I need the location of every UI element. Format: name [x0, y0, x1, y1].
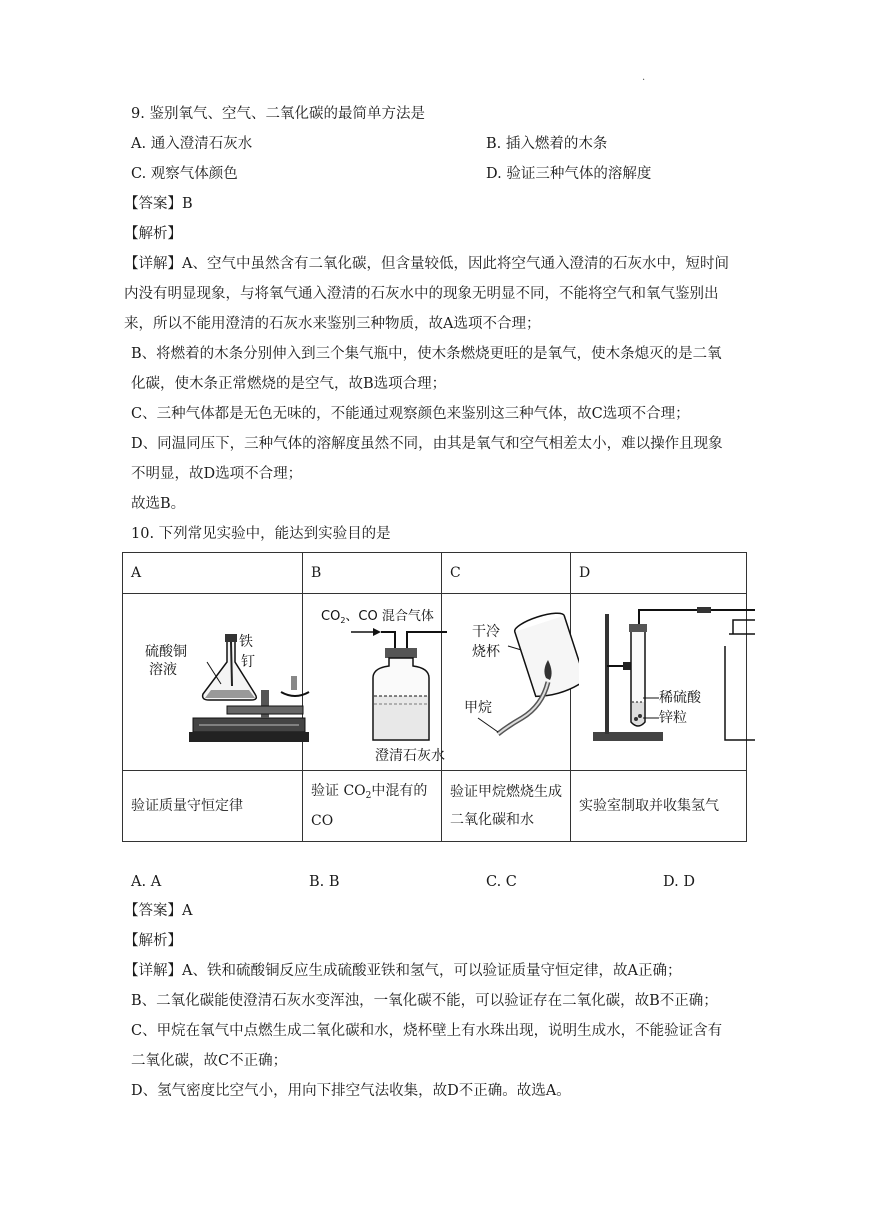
gas-mixture-label: $CO_2$、CO 混合气体 [321, 609, 434, 625]
header-c: C [442, 553, 571, 594]
header-a: A [123, 553, 303, 594]
caption-a: 验证质量守恒定律 [123, 771, 303, 842]
q10-option-b: B. B [309, 874, 340, 890]
q10-detail-2: B、二氧化碳能使澄清石灰水变浑浊，一氧化碳不能，可以验证存在二氧化碳，故B不正确； [131, 993, 718, 1009]
arrow-icon [373, 628, 381, 636]
figure-b-cell [303, 594, 445, 771]
methane-beaker-figure [450, 594, 579, 766]
nail-icon [231, 642, 232, 686]
caption-b: 验证 $CO_2$中混有的CO [303, 771, 442, 842]
q10-analysis-tag: 【解析】 [124, 933, 182, 949]
q9-option-d: D. 验证三种气体的溶解度 [486, 166, 652, 182]
q9-option-c: C. 观察气体颜色 [131, 166, 238, 182]
q9-answer: 【答案】B [124, 196, 193, 212]
copper-sulfate-label-2: 溶液 [149, 662, 177, 678]
header-b: B [303, 553, 442, 594]
copper-sulfate-label-1: 硫酸铜 [145, 644, 187, 660]
methane-label: 甲烷 [464, 700, 492, 716]
iron-stand-icon [593, 732, 663, 741]
q9-detail-3: C、三种气体都是无色无味的，不能通过观察颜色来鉴别这三种气体，故C选项不合理； [131, 406, 690, 422]
collecting-bottle-icon [725, 634, 755, 740]
q9-conclusion: 故选B。 [131, 496, 186, 512]
header-d: D [571, 553, 747, 594]
q10-detail-4: D、氢气密度比空气小，用向下排空气法收集，故D不正确。故选A。 [131, 1083, 571, 1099]
co2-text: CO [321, 609, 341, 624]
q9-detail-1: 【详解】A、空气中虽然含有二氧化碳，但含量较低，因此将空气通入澄清的石灰水中，短时间内没有明显现象，与将氧气通入澄清的石灰水中的现象无明显不同，不能将空气和氧气鉴别出来，所以不能用澄清的石灰水来鉴别三种物质，故A选项不合理； [124, 256, 729, 332]
q9-option-a: A. 通入澄清石灰水 [131, 136, 253, 152]
gas-bottle-figure [311, 594, 450, 766]
experiment-table [122, 552, 747, 842]
iron-nail-label-1: 铁 [239, 634, 253, 650]
figure-d-cell [571, 594, 747, 771]
header-mark: . [642, 72, 646, 83]
zinc-label: 锌粒 [659, 710, 687, 726]
q9-analysis-tag: 【解析】 [124, 226, 182, 242]
q10-option-d: D. D [663, 874, 695, 890]
iron-nail-label-2: 钉 [241, 654, 255, 670]
limewater-label: 澄清石灰水 [375, 748, 445, 764]
q10-option-c: C. C [486, 874, 517, 890]
q9-detail-2: B、将燃着的木条分别伸入到三个集气瓶中，使木条燃烧更旺的是氧气，使木条熄灭的是二氧化碳，使木条正常燃烧的是空气，故B选项合理； [131, 346, 722, 392]
balance-flask-figure [131, 594, 311, 766]
caption-c: 验证甲烷燃烧生成二氧化碳和水 [442, 771, 571, 842]
q10-option-a: A. A [131, 874, 162, 890]
q10-detail-1: 【详解】A、铁和硫酸铜反应生成硫酸亚铁和氢气，可以验证质量守恒定律，故A正确； [124, 963, 682, 979]
q9-option-b: B. 插入燃着的木条 [486, 136, 608, 152]
q9-stem: 9. 鉴别氧气、空气、二氧化碳的最简单方法是 [131, 106, 425, 122]
q10-stem: 10. 下列常见实验中，能达到实验目的是 [131, 526, 391, 542]
q10-answer: 【答案】A [124, 903, 193, 919]
dry-cold-label: 干冷 [472, 624, 500, 640]
figure-c-cell [442, 594, 571, 771]
figure-a-cell [123, 594, 303, 771]
mixture-text: 、CO 混合气体 [345, 609, 434, 624]
hydrogen-apparatus-figure [579, 594, 755, 766]
q10-detail-3: C、甲烷在氧气中点燃生成二氧化碳和水，烧杯壁上有水珠出现，说明生成水，不能验证含有二氧化碳，故C不正确； [131, 1023, 723, 1069]
beaker-label: 烧杯 [472, 644, 500, 660]
caption-d: 实验室制取并收集氢气 [571, 771, 747, 842]
dilute-acid-label: 稀硫酸 [659, 690, 701, 706]
q9-detail-4: D、同温同压下，三种气体的溶解度虽然不同，由其是氧气和空气相差太小，难以操作且现象不明显，故D选项不合理； [131, 436, 723, 482]
